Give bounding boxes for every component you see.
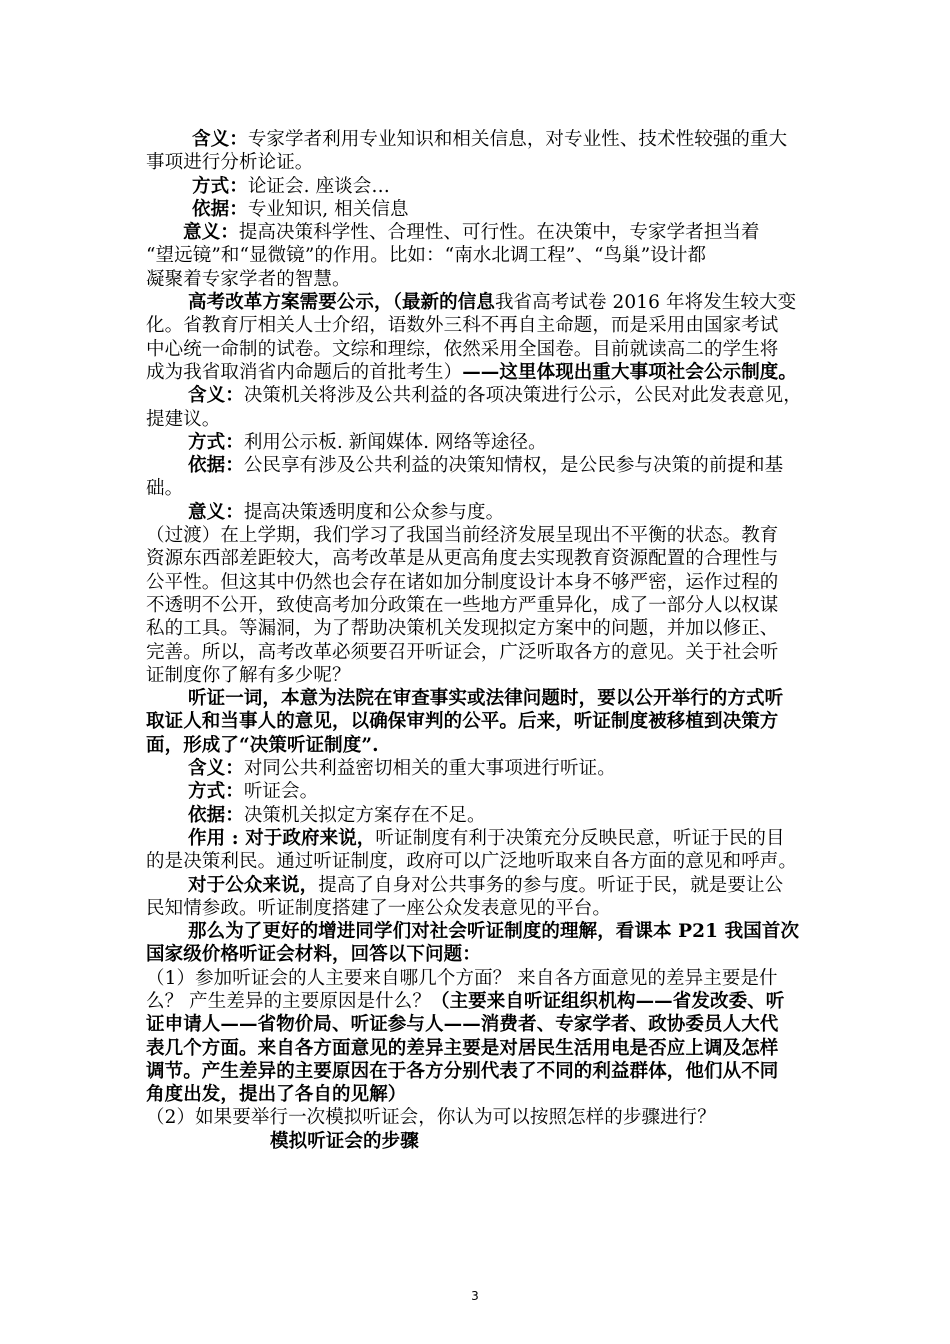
body-text: 公平性。但这其中仍然也会存在诸如加分制度设计本身不够严密，运作过程的	[146, 571, 779, 593]
text-line	[146, 221, 810, 244]
text-line	[146, 850, 810, 873]
bold-text: 方式：	[188, 431, 244, 453]
bold-text: 作用 : 对于政府来说，	[188, 827, 376, 849]
text-line	[146, 1083, 810, 1106]
body-text: 中心统一命制的试卷。文综和理综，依然采用全国卷。目前就读高二的学生将	[146, 338, 779, 360]
text-line	[146, 641, 810, 664]
text-line	[146, 594, 810, 617]
body-text: 凝聚着专家学者的智慧。	[146, 268, 351, 290]
bold-text: 那么为了更好的增进同学们对社会听证制度的理解，看课本 P21 我国首次	[188, 921, 800, 943]
text-line	[146, 687, 810, 710]
page-number: 3	[471, 1289, 479, 1303]
bold-text: 国家级价格听证会材料，回答以下问题：	[146, 944, 481, 966]
text-line	[146, 175, 810, 198]
text-line	[146, 780, 810, 803]
body-text: 不透明不公开，致使高考加分政策在一些地方严重异化，成了一部分人以权谋	[146, 594, 779, 616]
body-text: 利用公示板. 新闻媒体. 网络等途径。	[243, 431, 547, 453]
body-text: 听证制度有利于决策充分反映民意，听证于民的目	[375, 827, 785, 849]
text-line	[146, 874, 810, 897]
body-text: 事项进行分析论证。	[146, 152, 314, 174]
text-line	[146, 664, 810, 687]
body-text: （2）如果要举行一次模拟听证会，你认为可以按照怎样的步骤进行？	[146, 1107, 716, 1129]
text-line	[146, 547, 810, 570]
text-line	[146, 827, 810, 850]
text-line	[146, 477, 810, 500]
text-line	[146, 734, 810, 757]
bold-text: 调节。产生差异的主要原因在于各方分别代表了不同的利益群体，他们从不同	[146, 1060, 779, 1082]
text-line	[146, 1013, 810, 1036]
text-line	[146, 967, 810, 990]
text-line	[146, 571, 810, 594]
body-text: 专家学者利用专业知识和相关信息，对专业性、技术性较强的重大	[247, 129, 788, 150]
text-line	[146, 1130, 810, 1153]
text-line	[146, 338, 810, 361]
body-text: 化。省教育厅相关人士介绍，语数外三科不再自主命题，而是采用由国家考试	[146, 315, 779, 337]
body-text: 提建议。	[146, 408, 221, 430]
body-text: 公民享有涉及公共利益的决策知情权，是公民参与决策的前提和基	[243, 455, 784, 477]
body-text: 础。	[146, 478, 184, 500]
text-line	[146, 431, 810, 454]
bold-text: 证申请人——省物价局、听证参与人——消费者、专家学者、政协委员人大代	[146, 1014, 779, 1036]
body-text: 完善。所以，高考改革必须要召开听证会，广泛听取各方的意见。关于社会听	[146, 641, 779, 663]
text-line	[146, 757, 810, 780]
body-text: 决策机关拟定方案存在不足。	[243, 804, 486, 826]
text-line	[146, 990, 810, 1013]
text-line	[146, 454, 810, 477]
bold-text: 方式：	[192, 175, 248, 197]
bold-text: （主要来自听证组织机构——省发改委、听	[430, 990, 785, 1012]
bold-text: 听证一词，本意为法院在审查事实或法律问题时，要以公开举行的方式听	[188, 688, 784, 710]
bold-text: 含义：	[192, 129, 248, 150]
bold-text: 依据：	[188, 455, 244, 477]
text-line	[146, 198, 810, 221]
text-line	[146, 804, 810, 827]
body-text: 么？ 产生差异的主要原因是什么？	[146, 990, 431, 1012]
text-line	[146, 1106, 810, 1129]
body-text: 专业知识, 相关信息	[247, 198, 409, 220]
bold-text: 意义：	[188, 501, 244, 523]
body-text: 提高决策透明度和公众参与度。	[243, 501, 505, 523]
text-line	[146, 920, 810, 943]
body-text: 提高了自身对公共事务的参与度。听证于民，就是要让公	[318, 874, 784, 896]
text-line	[146, 524, 810, 547]
bold-text: 角度出发，提出了各自的见解）	[146, 1084, 407, 1106]
bold-text: 方式：	[188, 781, 244, 803]
body-text: 的是决策利民。通过听证制度，政府可以广泛地听取来自各方面的意见和呼声。	[146, 851, 798, 873]
body-text: 我省高考试卷 2016 年将发生较大变	[494, 292, 797, 314]
body-text: 私的工具。等漏洞，为了帮助决策机关发现拟定方案中的问题，并加以修正、	[146, 618, 779, 640]
bold-text: 含义：	[188, 385, 244, 407]
text-line	[146, 1060, 810, 1083]
bold-text: 高考改革方案需要公示，（最新的信息	[188, 292, 495, 314]
body-text: 成为我省取消省内命题后的首批考生）	[146, 361, 463, 383]
body-text: 对同公共利益密切相关的重大事项进行听证。	[243, 758, 616, 780]
body-text: （过渡）在上学期，我们学习了我国当前经济发展呈现出不平衡的状态。教育	[146, 525, 779, 547]
bold-text: 意义：	[183, 222, 239, 244]
body-text: 决策机关将涉及公共利益的各项决策进行公示，公民对此发表意见，	[243, 385, 802, 407]
bold-text: 取证人和当事人的意见，以确保审判的公平。后来，听证制度被移植到决策方	[146, 711, 779, 733]
text-line	[146, 268, 810, 291]
bold-text: ——这里体现出重大事项社会公示制度。	[462, 361, 798, 383]
body-text: 证制度你了解有多少呢？	[146, 664, 351, 686]
document-body	[146, 128, 810, 1153]
bold-text: 模拟听证会的步骤	[270, 1130, 419, 1152]
bold-text: 依据：	[192, 198, 248, 220]
body-text: 论证会. 座谈会…	[247, 175, 390, 197]
body-text: 听证会。	[243, 781, 319, 803]
bold-text: 对于公众来说，	[188, 874, 319, 896]
body-text: 民知情参政。听证制度搭建了一座公众发表意见的平台。	[146, 897, 612, 919]
text-line	[146, 244, 810, 267]
text-line	[146, 408, 810, 431]
bold-text: 面，形成了“决策听证制度”.	[146, 734, 379, 756]
bold-text: 含义：	[188, 758, 244, 780]
text-line	[146, 1037, 810, 1060]
text-line	[146, 291, 810, 314]
text-line	[146, 617, 810, 640]
text-line	[146, 361, 810, 384]
body-text: 资源东西部差距较大，高考改革是从更高角度去实现教育资源配置的合理性与	[146, 548, 779, 570]
text-line	[146, 314, 810, 337]
text-line	[146, 897, 810, 920]
text-line	[146, 384, 810, 407]
body-text: 提高决策科学性、合理性、可行性。在决策中，专家学者担当着	[238, 222, 760, 244]
bold-text: 表几个方面。来自各方面意见的差异主要是对居民生活用电是否应上调及怎样	[146, 1037, 779, 1059]
text-line	[146, 128, 810, 151]
body-text: （1）参加听证会的人主要来自哪几个方面？ 来自各方面意见的差异主要是什	[146, 967, 778, 989]
text-line	[146, 710, 810, 733]
body-text: “望远镜”和“显微镜”的作用。比如：“南水北调工程”、“鸟巢”设计都	[146, 245, 707, 267]
text-line	[146, 943, 810, 966]
bold-text: 依据：	[188, 804, 244, 826]
text-line	[146, 151, 810, 174]
text-line	[146, 501, 810, 524]
